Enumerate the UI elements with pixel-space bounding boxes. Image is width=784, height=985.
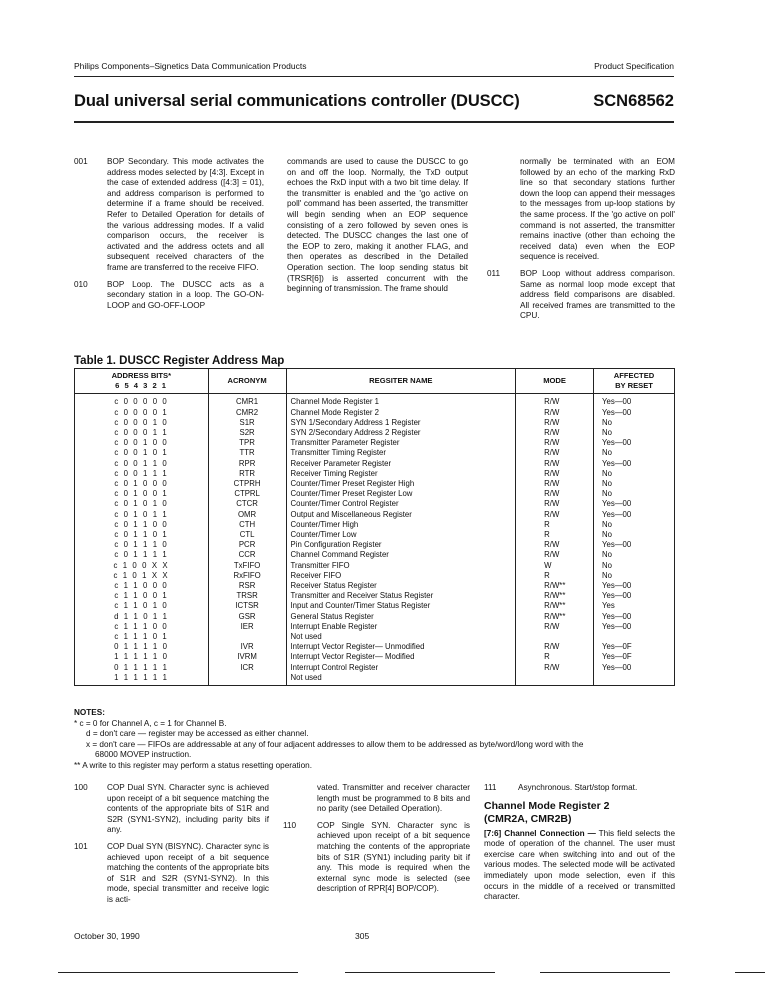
- footer-rule-right-b: [735, 972, 765, 973]
- cell-acronym: CCR: [208, 550, 286, 560]
- mode-text: BOP Loop. The DUSCC acts as a secondary station in a loop. The GO-ON-LOOP and GO-OFF-LOOP: [107, 279, 264, 310]
- table-row: [75, 612, 675, 622]
- cell-address-bits: 1 1 1 1 1 1: [75, 673, 209, 686]
- cell-address-bits: c 0 1 1 0 0: [75, 520, 209, 530]
- header-mode: MODE: [516, 369, 594, 394]
- cell-acronym: IER: [208, 622, 286, 632]
- cell-affected-by-reset: Yes—00: [594, 540, 675, 550]
- mode-code: 111: [484, 783, 497, 792]
- cell-acronym: ICTSR: [208, 601, 286, 611]
- title-rule: [74, 121, 674, 123]
- cell-address-bits: c 1 1 1 0 1: [75, 632, 209, 642]
- cell-affected-by-reset: No: [594, 571, 675, 581]
- mode-code: 101: [74, 841, 88, 851]
- table-row: [75, 520, 675, 530]
- cell-affected-by-reset: Yes—00: [594, 459, 675, 469]
- cell-affected-by-reset: No: [594, 550, 675, 560]
- cell-acronym: S2R: [208, 428, 286, 438]
- mode-item-111: [484, 783, 675, 794]
- cell-acronym: [208, 673, 286, 686]
- cell-affected-by-reset: Yes—0F: [594, 642, 675, 652]
- cell-acronym: S1R: [208, 418, 286, 428]
- header-register-name: REGSITER NAME: [286, 369, 516, 394]
- cell-acronym: CTCR: [208, 499, 286, 509]
- cell-mode: R/W**: [516, 591, 594, 601]
- cell-mode: R/W: [516, 499, 594, 509]
- cell-affected-by-reset: Yes—00: [594, 622, 675, 632]
- cell-register-name: Counter/Timer High: [286, 520, 516, 530]
- cell-acronym: [208, 632, 286, 642]
- mode-code: 001: [74, 157, 88, 166]
- note-2: d = don't care — register may be accessed as either channel.: [86, 729, 309, 738]
- table-row: [75, 418, 675, 428]
- cell-mode: R: [516, 652, 594, 662]
- note-3: x = don't care — FIFOs are addressable at any of four adjacent addresses to allow them to be addressed as byte/word/long word with the: [86, 739, 584, 749]
- cell-register-name: Receiver FIFO: [286, 571, 516, 581]
- mode-code: 010: [74, 279, 88, 289]
- cell-affected-by-reset: No: [594, 520, 675, 530]
- table-body: [75, 394, 675, 686]
- cell-register-name: Transmitter and Receiver Status Register: [286, 591, 516, 601]
- cell-affected-by-reset: No: [594, 469, 675, 479]
- part-number: SCN68562: [593, 92, 674, 110]
- table-row: [75, 438, 675, 448]
- cell-acronym: OMR: [208, 510, 286, 520]
- cell-address-bits: c 0 0 0 0 1: [75, 408, 209, 418]
- table-row: [75, 469, 675, 479]
- table-row: [75, 428, 675, 438]
- cell-mode: R/W: [516, 428, 594, 438]
- cell-address-bits: c 0 1 1 1 0: [75, 540, 209, 550]
- cell-register-name: Interrupt Enable Register: [286, 622, 516, 632]
- cell-address-bits: c 1 1 0 0 1: [75, 591, 209, 601]
- footer-rule-right-a: [540, 972, 670, 973]
- cell-acronym: CMR1: [208, 394, 286, 408]
- table-row: [75, 632, 675, 642]
- cell-acronym: TxFIFO: [208, 561, 286, 571]
- cell-affected-by-reset: [594, 632, 675, 642]
- footer-page-number: 305: [355, 931, 370, 941]
- table-row: [75, 530, 675, 540]
- cell-affected-by-reset: Yes—00: [594, 510, 675, 520]
- cell-address-bits: c 0 1 0 1 0: [75, 499, 209, 509]
- cell-register-name: Transmitter FIFO: [286, 561, 516, 571]
- cell-register-name: Counter/Timer Preset Register High: [286, 479, 516, 489]
- mode-text: BOP Loop without address comparison. Same as normal loop mode except that address field comparisons are disabled. All received frames are transmitted to the CPU.: [520, 268, 675, 321]
- cell-address-bits: c 0 1 0 0 1: [75, 489, 209, 499]
- footer-rule-mid: [345, 972, 495, 973]
- cell-acronym: TTR: [208, 448, 286, 458]
- mode-code: 011: [487, 268, 501, 278]
- cell-affected-by-reset: No: [594, 448, 675, 458]
- cell-mode: [516, 632, 594, 642]
- cell-register-name: Receiver Parameter Register: [286, 459, 516, 469]
- cell-mode: R/W**: [516, 612, 594, 622]
- cell-affected-by-reset: Yes—00: [594, 499, 675, 509]
- mode-item-011: [487, 269, 675, 322]
- mode-item-110: [283, 821, 470, 895]
- table-row: [75, 571, 675, 581]
- mode-item-100: [74, 783, 269, 836]
- table-header-row: [75, 369, 675, 394]
- cell-address-bits: c 0 0 1 0 0: [75, 438, 209, 448]
- table-row: [75, 510, 675, 520]
- cell-mode: R: [516, 530, 594, 540]
- note-1: * c = 0 for Channel A, c = 1 for Channel B.: [74, 718, 227, 728]
- header-spec: Product Specification: [594, 61, 674, 71]
- table-row: [75, 459, 675, 469]
- cell-affected-by-reset: Yes—00: [594, 408, 675, 418]
- note-3-continued: 68000 MOVEP instruction.: [95, 750, 192, 759]
- cell-affected-by-reset: No: [594, 561, 675, 571]
- table-caption: Table 1. DUSCC Register Address Map: [74, 355, 285, 367]
- table-row: [75, 540, 675, 550]
- table-row: [75, 642, 675, 652]
- table-row: [75, 489, 675, 499]
- table-row: [75, 673, 675, 686]
- cell-acronym: RSR: [208, 581, 286, 591]
- cell-address-bits: c 0 0 1 1 0: [75, 459, 209, 469]
- table-row: [75, 561, 675, 571]
- cell-address-bits: c 0 1 1 1 1: [75, 550, 209, 560]
- cell-acronym: IVRM: [208, 652, 286, 662]
- cell-affected-by-reset: Yes—00: [594, 394, 675, 408]
- mode-text: Asynchronous. Start/stop format.: [518, 783, 638, 792]
- cell-register-name: Transmitter Parameter Register: [286, 438, 516, 448]
- cell-affected-by-reset: No: [594, 489, 675, 499]
- cell-address-bits: c 1 1 0 0 0: [75, 581, 209, 591]
- cell-mode: R/W: [516, 489, 594, 499]
- table-row: [75, 601, 675, 611]
- cell-acronym: RTR: [208, 469, 286, 479]
- intro-col2-text: commands are used to cause the DUSCC to go on and off the loop. Normally, the TxD output echoes the RxD input with a two bit time delay. If the transmitter is enabled and the 'go active on poll' command has been asserted, the transmitter will begin sending when an EOP sequence consisting of a zero followed by seven ones is detected. The DUSCC changes the last one of the EOP to zero, making it another FLAG, and then operates as described in the Detailed Operation section. The loop sending status bit (TRSR[6]) is asserted concurrent with the beginning of transmission. The frame should: [287, 157, 468, 294]
- cell-address-bits: c 0 1 0 0 0: [75, 479, 209, 489]
- table-row: [75, 479, 675, 489]
- mode-text: COP Dual SYN (BISYNC). Character sync is achieved upon receipt of a bit sequence matching the contents of the appropriate bits of S1R and S2R (SYN1-SYN2). In this mode, special transmitter and receive logic is acti-: [107, 841, 269, 904]
- cell-address-bits: c 1 1 1 0 0: [75, 622, 209, 632]
- cell-acronym: TPR: [208, 438, 286, 448]
- footer-rule-left: [58, 972, 298, 973]
- cell-affected-by-reset: Yes—00: [594, 438, 675, 448]
- cell-affected-by-reset: No: [594, 418, 675, 428]
- table-notes: [74, 708, 684, 771]
- cell-acronym: TRSR: [208, 591, 286, 601]
- cell-mode: R/W: [516, 642, 594, 652]
- cell-register-name: General Status Register: [286, 612, 516, 622]
- table-row: [75, 652, 675, 662]
- cell-mode: [516, 673, 594, 686]
- mode-text: COP Dual SYN. Character sync is achieved upon receipt of a bit sequence matching the contents of the appropriate bits of S1R and S2R (SYN1-SYN2), including parity bits if any.: [107, 783, 269, 835]
- lower-column-1: [74, 783, 269, 912]
- header-acronym: ACRONYM: [208, 369, 286, 394]
- cell-register-name: Not used: [286, 673, 516, 686]
- page-title: Dual universal serial communications controller (DUSCC): [74, 92, 520, 110]
- mode-item-001: [74, 157, 264, 274]
- cell-mode: R: [516, 520, 594, 530]
- cell-affected-by-reset: Yes—00: [594, 663, 675, 673]
- cell-register-name: Counter/Timer Control Register: [286, 499, 516, 509]
- table-row: [75, 499, 675, 509]
- cell-affected-by-reset: No: [594, 479, 675, 489]
- cell-register-name: Interrupt Control Register: [286, 663, 516, 673]
- cell-acronym: RPR: [208, 459, 286, 469]
- cell-acronym: IVR: [208, 642, 286, 652]
- cell-acronym: PCR: [208, 540, 286, 550]
- table-row: [75, 448, 675, 458]
- mode-code: 110: [283, 820, 297, 830]
- cell-mode: R/W: [516, 479, 594, 489]
- cell-mode: R/W**: [516, 581, 594, 591]
- cell-address-bits: c 0 0 0 1 1: [75, 428, 209, 438]
- cell-affected-by-reset: Yes: [594, 601, 675, 611]
- header-affected-by-reset: AFFECTED BY RESET: [594, 369, 675, 394]
- cell-affected-by-reset: Yes—00: [594, 581, 675, 591]
- table-row: [75, 591, 675, 601]
- cell-mode: R/W: [516, 550, 594, 560]
- cell-register-name: Channel Mode Register 1: [286, 394, 516, 408]
- notes-heading: NOTES:: [74, 708, 105, 717]
- cell-register-name: Interrupt Vector Register— Unmodified: [286, 642, 516, 652]
- cell-address-bits: c 1 0 1 X X: [75, 571, 209, 581]
- cell-mode: R/W: [516, 438, 594, 448]
- cell-mode: R/W: [516, 418, 594, 428]
- cell-register-name: Pin Configuration Register: [286, 540, 516, 550]
- cell-address-bits: 0 1 1 1 1 1: [75, 663, 209, 673]
- cell-register-name: Output and Miscellaneous Register: [286, 510, 516, 520]
- cell-mode: R/W: [516, 663, 594, 673]
- register-address-table: [74, 368, 675, 686]
- cell-register-name: Transmitter Timing Register: [286, 448, 516, 458]
- mode-item-101: [74, 842, 269, 906]
- table-row: [75, 663, 675, 673]
- cell-mode: R/W: [516, 622, 594, 632]
- section-heading-cmr2: Channel Mode Register 2 (CMR2A, CMR2B): [484, 799, 610, 825]
- cell-acronym: RxFIFO: [208, 571, 286, 581]
- cell-address-bits: c 0 1 0 1 1: [75, 510, 209, 520]
- cell-register-name: Channel Mode Register 2: [286, 408, 516, 418]
- cell-register-name: Interrupt Vector Register— Modified: [286, 652, 516, 662]
- cell-affected-by-reset: No: [594, 530, 675, 540]
- cell-address-bits: d 1 1 0 1 1: [75, 612, 209, 622]
- table-row: [75, 550, 675, 560]
- cell-acronym: CMR2: [208, 408, 286, 418]
- cell-acronym: ICR: [208, 663, 286, 673]
- mode-item-010: [74, 280, 264, 312]
- table-row: [75, 622, 675, 632]
- mode-text: COP Single SYN. Character sync is achieved upon receipt of a bit sequence matching the contents of the appropriate bits of S1R (SYN1) including parity bit if any. This mode is required when the external sync mode is selected (see description of RPR[4] BOP/COP).: [317, 820, 470, 894]
- header-rule: [74, 76, 674, 77]
- mode-code: 100: [74, 783, 88, 792]
- cell-mode: R: [516, 571, 594, 581]
- cell-affected-by-reset: Yes—00: [594, 591, 675, 601]
- cell-register-name: Counter/Timer Low: [286, 530, 516, 540]
- cell-register-name: SYN 2/Secondary Address 2 Register: [286, 428, 516, 438]
- cell-register-name: Counter/Timer Preset Register Low: [286, 489, 516, 499]
- cell-acronym: GSR: [208, 612, 286, 622]
- lower-column-2: [283, 783, 470, 901]
- cell-affected-by-reset: [594, 673, 675, 686]
- cell-address-bits: 0 1 1 1 1 0: [75, 642, 209, 652]
- cell-affected-by-reset: Yes—00: [594, 612, 675, 622]
- section-paragraph: [484, 829, 675, 903]
- table-row: [75, 581, 675, 591]
- cell-acronym: CTPRH: [208, 479, 286, 489]
- intro-column-3: [487, 157, 675, 328]
- cell-register-name: Input and Counter/Timer Status Register: [286, 601, 516, 611]
- cell-mode: R/W: [516, 394, 594, 408]
- cell-register-name: Receiver Status Register: [286, 581, 516, 591]
- header-address-bits: ADDRESS BITS* 6 5 4 3 2 1: [75, 369, 209, 394]
- cell-acronym: CTPRL: [208, 489, 286, 499]
- footer-date: October 30, 1990: [74, 931, 140, 941]
- header-company: Philips Components–Signetics Data Communication Products: [74, 61, 307, 71]
- cell-mode: R/W: [516, 510, 594, 520]
- cell-mode: R/W: [516, 408, 594, 418]
- cell-acronym: CTL: [208, 530, 286, 540]
- table-row: [75, 408, 675, 418]
- field-lead: [7:6] Channel Connection —: [484, 828, 596, 838]
- table-row: [75, 394, 675, 408]
- field-text: This field selects the mode of operation of the channel. The user must exercise care when switching into and out of the various modes. The selected mode will be activated immediately upon mode selection, even if this occurs in the middle of a received or transmitted character.: [484, 828, 675, 902]
- lower-col2-text: vated. Transmitter and receiver character length must be programmed to 8 bits and no parity (see Detailed Operation).: [317, 783, 470, 814]
- cell-register-name: Channel Command Register: [286, 550, 516, 560]
- cell-address-bits: 1 1 1 1 1 0: [75, 652, 209, 662]
- cell-register-name: SYN 1/Secondary Address 1 Register: [286, 418, 516, 428]
- cell-address-bits: c 0 0 0 1 0: [75, 418, 209, 428]
- cell-affected-by-reset: Yes—0F: [594, 652, 675, 662]
- cell-address-bits: c 1 0 0 X X: [75, 561, 209, 571]
- cell-affected-by-reset: No: [594, 428, 675, 438]
- cell-register-name: Receiver Timing Register: [286, 469, 516, 479]
- intro-column-1: [74, 157, 264, 317]
- lower-column-3: [484, 783, 675, 903]
- cell-mode: R/W: [516, 469, 594, 479]
- cell-address-bits: c 0 0 1 1 1: [75, 469, 209, 479]
- cell-mode: R/W: [516, 459, 594, 469]
- cell-mode: W: [516, 561, 594, 571]
- cell-mode: R/W: [516, 540, 594, 550]
- intro-col3-text: normally be terminated with an EOM followed by an echo of the marking RxD line so that secondary stations further down the loop can append their messages to the messages from up-loop stations by the same process. If the 'go active on poll' command is not asserted, the transmitter remains inactive (other than echoing the received data) even when the EOP sequence is received.: [520, 157, 675, 262]
- mode-text: BOP Secondary. This mode activates the address modes selected by [4:3]. Except in the case of extended address ([4:3] = 01), and address comparison is performed to determine if a frame should be received. Refer to Detailed Operation for details of the various addressing modes. If a valid comparison occurs, the receiver is activated and the address octets and all subsequent received characters of the frame are transferred to the receive FIFO.: [107, 157, 264, 272]
- cell-mode: R/W**: [516, 601, 594, 611]
- cell-mode: R/W: [516, 448, 594, 458]
- intro-column-2: [287, 157, 468, 295]
- cell-address-bits: c 1 1 0 1 0: [75, 601, 209, 611]
- cell-register-name: Not used: [286, 632, 516, 642]
- cell-address-bits: c 0 0 0 0 0: [75, 394, 209, 408]
- cell-acronym: CTH: [208, 520, 286, 530]
- cell-address-bits: c 0 1 1 0 1: [75, 530, 209, 540]
- cell-address-bits: c 0 0 1 0 1: [75, 448, 209, 458]
- note-4: ** A write to this register may perform a status resetting operation.: [74, 760, 312, 770]
